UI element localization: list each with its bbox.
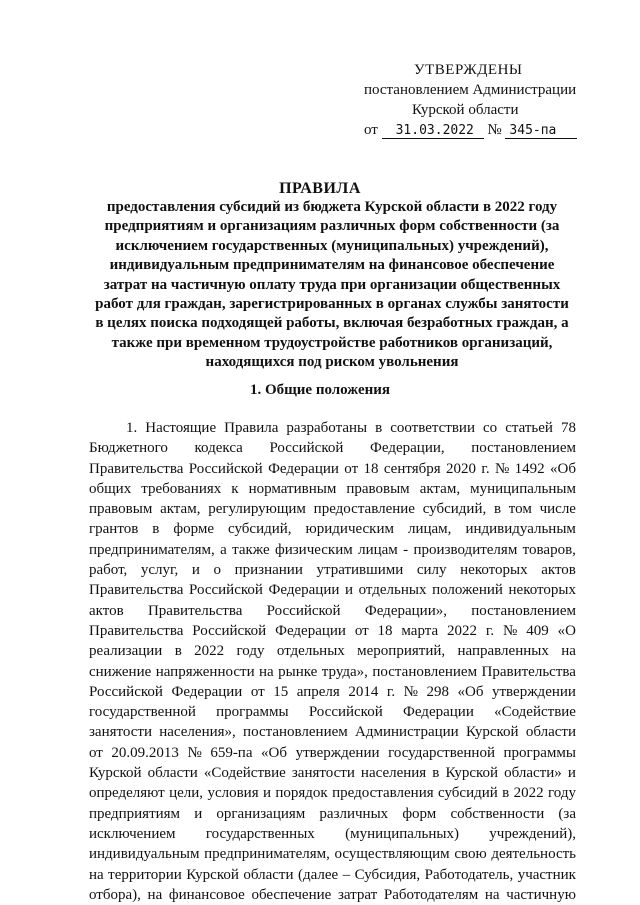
word: собственности xyxy=(450,805,545,822)
word: со xyxy=(483,420,498,436)
word: «Об xyxy=(550,460,576,477)
word: году xyxy=(548,785,576,802)
word: кодекса xyxy=(194,440,243,457)
word: 2014 xyxy=(348,683,379,700)
word: государственной xyxy=(89,704,196,721)
word: постановлением xyxy=(372,663,478,680)
word: Федерации, xyxy=(370,440,445,457)
word: 18 xyxy=(377,622,393,639)
word: Работодателям xyxy=(383,886,479,903)
word: территории xyxy=(108,866,182,883)
word: частичную xyxy=(506,886,576,903)
word: утверждении xyxy=(295,744,380,761)
word: работ, xyxy=(89,562,128,579)
section-heading: 1. Общие положения xyxy=(249,382,391,398)
word: (далее xyxy=(297,866,339,883)
word: актов xyxy=(89,602,124,619)
word: марта xyxy=(401,622,439,639)
word: области xyxy=(243,866,294,883)
document-subtitle xyxy=(86,198,578,373)
word: затрат xyxy=(337,886,378,903)
word: разработаны xyxy=(286,420,368,436)
subtitle-line: находящихся под риском увольнения xyxy=(205,354,459,371)
word: на xyxy=(484,886,500,903)
word: статьей xyxy=(505,420,553,436)
word: (за xyxy=(558,805,576,822)
word: напряженности xyxy=(155,663,255,680)
word: Курской xyxy=(89,765,142,782)
word: субсидий, xyxy=(228,521,292,538)
word: Правила xyxy=(224,420,279,436)
word: № xyxy=(494,460,510,477)
subtitle-line: индивидуальным предпринимателям на финансовое обеспечение xyxy=(109,257,555,274)
word: 2022 xyxy=(513,785,544,802)
paragraph-line xyxy=(89,885,576,905)
word: занятости xyxy=(89,724,152,741)
word: условия xyxy=(207,785,259,802)
word: требованиях xyxy=(141,480,222,497)
word: занятости xyxy=(291,765,355,782)
word: числе xyxy=(539,501,576,518)
word: программы xyxy=(503,744,576,761)
word: Российской xyxy=(308,704,383,721)
word: от xyxy=(354,622,369,639)
word: от xyxy=(89,744,103,761)
paragraph-1 xyxy=(89,418,576,905)
word: регулирующим xyxy=(208,501,306,518)
paragraph-line xyxy=(89,702,576,722)
approval-title: УТВЕРЖДЕНЫ xyxy=(414,62,523,78)
approval-region: Курской области xyxy=(412,102,519,118)
word: от xyxy=(344,460,359,477)
word: утратившими xyxy=(316,562,404,579)
paragraph-line xyxy=(89,844,576,864)
subtitle-line: в целях поиска подходящей работы, включая безработных граждан, а xyxy=(95,315,569,332)
word: году xyxy=(236,643,265,660)
word: актам, xyxy=(160,501,201,518)
word: 20.09.2013 xyxy=(111,744,179,761)
word: предприятиям xyxy=(89,805,181,822)
word: № xyxy=(403,683,418,700)
word: юридическим xyxy=(305,521,394,538)
word: отдельных xyxy=(276,643,345,660)
word: 2020 xyxy=(446,460,477,477)
word: Субсидия, xyxy=(354,866,421,883)
paragraph-line xyxy=(89,459,576,479)
word: предоставление xyxy=(313,501,415,518)
word: населения», xyxy=(159,724,236,741)
word: деятельность xyxy=(491,846,576,863)
word: Федерации xyxy=(403,704,474,721)
word: 18 xyxy=(363,460,379,477)
word: реализации xyxy=(89,643,163,660)
word: в xyxy=(375,420,383,436)
paragraph-line xyxy=(89,499,576,519)
word: программы xyxy=(216,704,289,721)
word: лицам xyxy=(358,541,398,558)
word: товаров, xyxy=(522,541,576,558)
word: населения xyxy=(360,765,427,782)
word: том xyxy=(508,501,532,518)
word: Настоящие xyxy=(145,420,217,436)
word: от xyxy=(250,683,265,700)
word: № xyxy=(187,744,202,761)
word: Правительства xyxy=(89,460,184,477)
word: правовым xyxy=(346,480,410,497)
word: различных xyxy=(319,805,389,822)
word: предпринимателям, xyxy=(204,846,330,863)
word: услуг, xyxy=(140,562,179,579)
word: соответствии xyxy=(390,420,475,436)
word: 2022 xyxy=(447,622,478,639)
word: правовым xyxy=(89,501,153,518)
word: муниципальным xyxy=(470,480,576,497)
word: Федерации xyxy=(171,683,243,700)
word: мероприятий, xyxy=(357,643,446,660)
paragraph-line xyxy=(89,804,576,824)
subtitle-line: также при временном трудоустройстве работников организаций, xyxy=(111,334,553,351)
word: субсидий xyxy=(438,785,498,802)
word: в xyxy=(174,643,182,660)
word: исключением xyxy=(89,825,176,842)
word: в xyxy=(502,785,510,802)
word: на xyxy=(147,886,163,903)
paragraph-line xyxy=(89,722,576,742)
paragraph-line xyxy=(89,763,576,783)
word: Администрации xyxy=(355,724,459,741)
word: области» xyxy=(504,765,562,782)
paragraph-line xyxy=(89,601,576,621)
word: 2022 xyxy=(194,643,225,660)
word: - xyxy=(403,541,409,558)
word: Федерации xyxy=(275,622,346,639)
word: субсидий, xyxy=(422,501,487,518)
paragraph-line xyxy=(89,662,576,682)
word: 1. xyxy=(126,420,138,436)
word: 659-па xyxy=(210,744,253,761)
word: направленных xyxy=(457,643,549,660)
word: Правительства xyxy=(89,622,184,639)
paragraph-line xyxy=(89,743,576,763)
word: Российской xyxy=(89,683,163,700)
word: г. xyxy=(485,622,495,639)
word: определяют xyxy=(89,785,165,802)
word: Курской xyxy=(445,765,499,782)
word: апреля xyxy=(296,683,340,700)
word: Российской xyxy=(189,582,263,599)
word: учреждений), xyxy=(489,825,576,842)
word: постановлением xyxy=(471,602,576,619)
word: Курской xyxy=(186,866,239,883)
paragraph-line xyxy=(89,641,576,661)
word: «Содействие xyxy=(494,704,576,721)
word: свою xyxy=(454,846,487,863)
paragraph-line xyxy=(89,824,576,844)
word: актам, xyxy=(419,480,461,497)
word: Федерации xyxy=(268,582,340,599)
word: отдельных xyxy=(358,582,427,599)
word: в xyxy=(432,765,440,782)
word: г. xyxy=(386,683,396,700)
word: Курской xyxy=(465,724,519,741)
document-title: ПРАВИЛА xyxy=(279,180,361,197)
word: предоставления xyxy=(332,785,434,802)
word: «Содействие xyxy=(203,765,286,782)
word: (муниципальных) xyxy=(345,825,459,842)
word: индивидуальным xyxy=(465,521,576,538)
word: труда», xyxy=(321,663,368,680)
word: области xyxy=(525,724,576,741)
paragraph-line xyxy=(89,540,576,560)
word: 409 xyxy=(526,622,549,639)
word: лицам, xyxy=(407,521,452,538)
word: и xyxy=(262,785,271,802)
word: Российской xyxy=(266,602,341,619)
word: 1492 xyxy=(514,460,545,477)
word: 78 xyxy=(560,420,576,436)
word: и xyxy=(344,582,353,599)
word: в xyxy=(152,521,160,538)
word: силу xyxy=(416,562,447,579)
paragraph-line xyxy=(89,682,576,702)
word: на xyxy=(259,663,274,680)
approval-issuer: постановлением Администрации xyxy=(364,82,577,98)
word: индивидуальным xyxy=(89,846,200,863)
approval-date-line xyxy=(340,120,590,140)
word: г. xyxy=(481,460,490,477)
subtitle-line: исключением государственных (муниципальных) учреждений), xyxy=(115,237,549,254)
word: Правительства xyxy=(481,663,576,680)
paragraph-line xyxy=(89,783,576,803)
word: производителям xyxy=(413,541,518,558)
word: 15 xyxy=(273,683,289,700)
word: Федерации», xyxy=(364,602,447,619)
word: «Об xyxy=(457,683,484,700)
word: государственных xyxy=(205,825,315,842)
word: актов xyxy=(541,562,576,579)
word: на xyxy=(561,643,576,660)
word: в xyxy=(493,501,502,518)
paragraph-line xyxy=(89,865,576,885)
word: постановлением xyxy=(243,724,348,741)
word: на xyxy=(89,866,104,883)
word: грантов xyxy=(89,521,139,538)
word: – xyxy=(342,866,351,883)
word: Российской xyxy=(269,440,344,457)
word: № xyxy=(503,622,518,639)
subtitle-line: предприятиям и организациям различных форм собственности (за xyxy=(104,218,560,235)
word: финансовое xyxy=(168,886,245,903)
subtitle-line: затрат на частичную оплату труда при организации общественных xyxy=(103,276,561,293)
word: и xyxy=(567,765,576,782)
approval-number-sign: № xyxy=(487,122,502,138)
word: 298 xyxy=(426,683,449,700)
word: также xyxy=(232,541,270,558)
word: Правительства xyxy=(147,602,243,619)
paragraph-line xyxy=(89,580,576,600)
word: некоторых xyxy=(460,562,528,579)
approval-number: 345-па xyxy=(505,123,577,139)
word: форм xyxy=(402,805,437,822)
paragraph-line xyxy=(89,621,576,641)
word: к xyxy=(231,480,239,497)
word: «Об xyxy=(261,744,288,761)
word: Бюджетного xyxy=(89,440,168,457)
word: участник xyxy=(517,866,576,883)
approval-from-prefix: от xyxy=(364,122,378,138)
word: предпринимателям, xyxy=(89,541,215,558)
paragraph-line xyxy=(89,479,576,499)
word: а xyxy=(220,541,227,558)
word: Российской xyxy=(192,622,267,639)
word: организациям xyxy=(216,805,306,822)
word: нормативным xyxy=(248,480,337,497)
word: осуществляющим xyxy=(334,846,450,863)
word: постановлением xyxy=(471,440,576,457)
word: Правительства xyxy=(89,582,184,599)
subtitle-line: работ для граждан, зарегистрированных в органах службы занятости xyxy=(95,296,569,313)
word: «О xyxy=(557,622,576,639)
word: общих xyxy=(89,480,132,497)
word: положений xyxy=(432,582,503,599)
approval-block xyxy=(340,60,590,140)
word: снижение xyxy=(89,663,152,680)
word: Российской xyxy=(188,460,263,477)
paragraph-line xyxy=(89,560,576,580)
word: области xyxy=(147,765,198,782)
word: форме xyxy=(173,521,215,538)
subtitle-line: предоставления субсидий из бюджета Курской области в 2022 году xyxy=(106,199,558,215)
word: государственной xyxy=(388,744,495,761)
paragraph-line xyxy=(89,418,576,438)
word: отбора), xyxy=(89,886,141,903)
word: цели, xyxy=(169,785,204,802)
word: некоторых xyxy=(508,582,576,599)
paragraph-line xyxy=(89,519,576,539)
word: признании xyxy=(234,562,303,579)
word: и xyxy=(194,805,203,822)
word: Работодатель, xyxy=(424,866,514,883)
word: физическим xyxy=(275,541,353,558)
approval-date: 31.03.2022 xyxy=(382,123,484,139)
word: утверждении xyxy=(491,683,576,700)
paragraph-line xyxy=(89,438,576,458)
word: обеспечение xyxy=(251,886,332,903)
word: рынке xyxy=(278,663,318,680)
word: порядок xyxy=(275,785,328,802)
word: о xyxy=(213,562,221,579)
word: и xyxy=(191,562,200,579)
word: Федерации xyxy=(268,460,339,477)
word: сентября xyxy=(383,460,441,477)
